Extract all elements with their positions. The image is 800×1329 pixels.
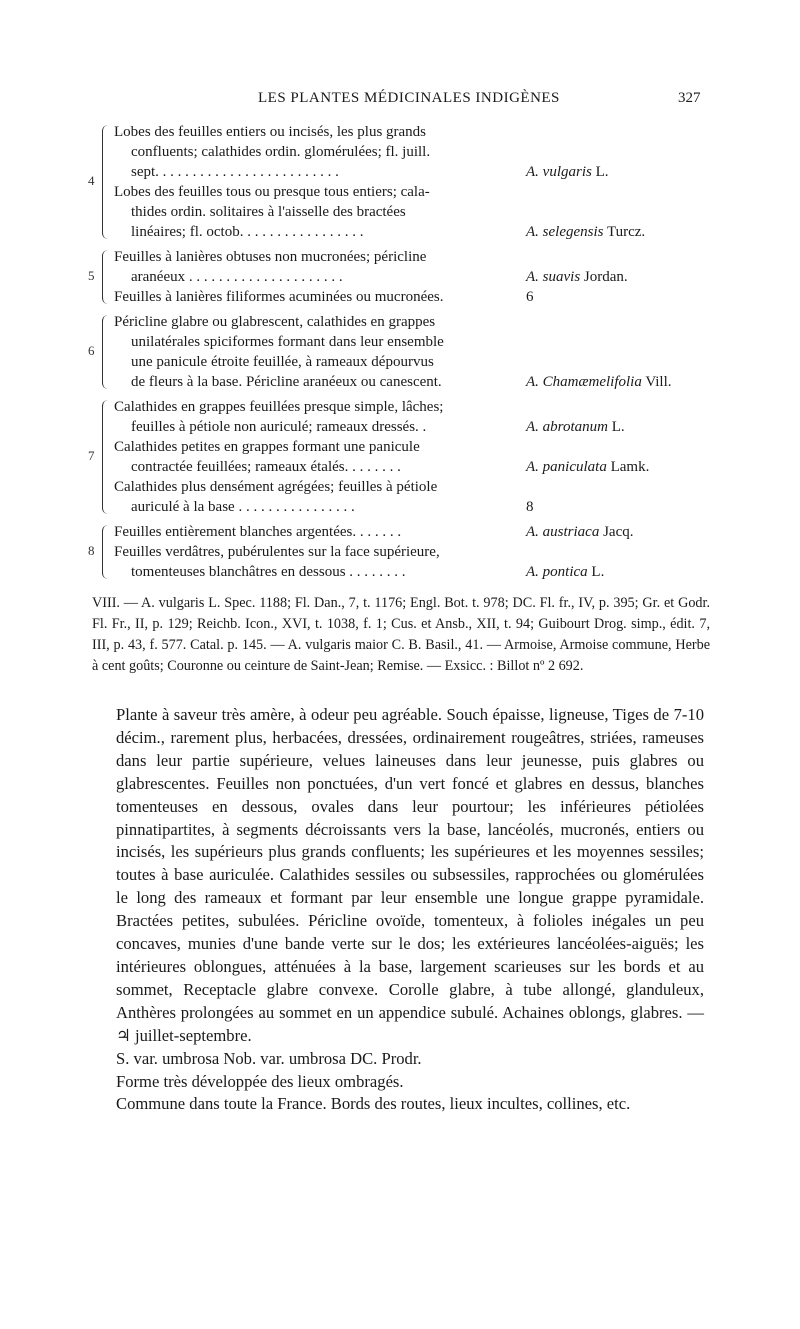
species-name: A. austriaca [526, 524, 600, 540]
variety-note: Forme très développée des lieux ombragés. [116, 1071, 404, 1091]
key-result [526, 162, 609, 182]
key-result [526, 457, 649, 477]
species-name: A. selegensis [526, 224, 604, 240]
key-line-text: de fleurs à la base. Péricline aranéeux ou canescent. [131, 374, 442, 390]
species-author: Turcz. [606, 224, 646, 240]
key-line [84, 312, 724, 332]
running-title: LES PLANTES MÉDICINALES INDIGÈNES [258, 90, 560, 106]
couplet-number: 8 [88, 543, 95, 558]
description-paragraph: Plante à saveur très amère, à odeur peu agréable. Souch épaisse, ligneuse, Tiges de 7-10 décim., rarement plus, herbacées, dressées, ordinairement rougeâtres, striées, rameuses dans leur partie supérieure, velues laineuses dans leur jeunesse, puis glabres ou glabrescentes. Feuilles non ponctuées, d'un vert foncé et glabres en dessus, blanches tomenteuses en dessous, ovales dans leur pourtour; les inférieures pétiolées pinnatipartites, à segments décroissants vers la base, lancéolés, mucronés, entiers ou incisés, les supérieurs plus grands confluents; les supérieures et les moyennes sessiles; toutes à base auriculée. Calathides sessiles ou subsessiles, rapprochées ou glomérulées le long des rameaux et formant par leur ensemble une longue grappe pyramidale. Bractées petites, subulées. Péricline ovoïde, tomenteux, à folioles inégales un peu concaves, munies d'une bande verte sur le dos; les extérieures lancéolées-aiguës; les intérieures oblongues, atténuées à la base, largement scarieuses sur les bords et au sommet, Receptacle glabre convexe. Corolle glabre, à tube allongé, glanduleux, Anthères prolongées au sommet en un appendice subulé. Achaines oblongs, glabres. — ♃ juillet-septembre. [116, 705, 704, 1045]
page-header [0, 90, 800, 110]
key-couplet [84, 122, 724, 242]
key-line [84, 352, 724, 372]
key-line-text: thides ordin. solitaires à l'aisselle des bractées [131, 204, 406, 220]
distribution-paragraph: Commune dans toute la France. Bords des routes, lieux incultes, collines, etc. [116, 1094, 631, 1114]
key-couplet [84, 312, 724, 392]
key-line-text: aranéeux . . . . . . . . . . . . . . . . . . . . . [131, 269, 343, 285]
couplet-number: 5 [88, 268, 95, 283]
key-line-text: Calathides plus densément agrégées; feuilles à pétiole [114, 479, 438, 495]
key-result [526, 287, 534, 307]
key-result [526, 267, 628, 287]
key-line-text: Feuilles à lanières obtuses non mucronées; péricline [114, 249, 427, 265]
species-name: A. Chamæmelifolia [526, 374, 642, 390]
key-line [84, 122, 724, 142]
species-name: A. suavis [526, 269, 581, 285]
key-line-text: auriculé à la base . . . . . . . . . . . . . . . . [131, 499, 355, 515]
key-line-text: Calathides petites en grappes formant une panicule [114, 439, 420, 455]
couplet-number: 4 [88, 173, 95, 188]
key-line-text: Feuilles entièrement blanches argentées. . . . . . . [114, 524, 402, 540]
species-name: A. paniculata [526, 459, 607, 475]
key-result [526, 497, 534, 517]
key-line [84, 477, 724, 497]
key-line [84, 522, 724, 542]
key-line-text: Calathides en grappes feuillées presque simple, lâches; [114, 399, 444, 415]
key-couplet [84, 397, 724, 517]
key-line-text: unilatérales spiciformes formant dans leur ensemble [131, 334, 444, 350]
key-line-text: Péricline glabre ou glabrescent, calathides en grappes [114, 314, 436, 330]
species-name: A. pontica [526, 564, 588, 580]
couplet-number: 6 [88, 343, 95, 358]
key-line [84, 562, 724, 582]
species-author: L. [595, 164, 609, 180]
key-line [84, 182, 724, 202]
key-line-text: contractée feuillées; rameaux étalés. . . . . . . . [131, 459, 401, 475]
key-line [84, 457, 724, 477]
key-line [84, 267, 724, 287]
key-line [84, 202, 724, 222]
couplet-number: 7 [88, 448, 95, 463]
key-result [526, 222, 645, 242]
couplet-reference: 6 [526, 289, 534, 305]
species-author: L. [611, 419, 625, 435]
key-line-text: confluents; calathides ordin. glomérulées; fl. juill. [131, 144, 431, 160]
key-couplet [84, 247, 724, 307]
synonymy-text: VIII. — A. vulgaris L. Spec. 1188; Fl. Dan., 7, t. 1176; Engl. Bot. t. 978; DC. Fl. fr., IV, p. 395; Gr. et Godr. Fl. Fr., II, p. 129; Reichb. Icon., XVI, t. 1038, f. 1; Cus. et Ansb., XII, t. 94; Guibourt Drog. simp., édit. 7, III, p. 43, f. 577. Catal. p. 145. — A. vulgaris maior C. B. Basil., 41. — Armoise, Armoise commune, Herbe à cent goûts; Couronne ou ceinture de Saint-Jean; Remise. — Exsicc. : Billot nº 2 692. [92, 595, 710, 674]
key-line [84, 397, 724, 417]
key-result [526, 562, 604, 582]
key-couplet [84, 522, 724, 582]
key-line [84, 332, 724, 352]
species-author: Lamk. [610, 459, 650, 475]
key-line-text: Lobes des feuilles tous ou presque tous entiers; cala- [114, 184, 430, 200]
key-result [526, 522, 634, 542]
key-line [84, 142, 724, 162]
key-line [84, 287, 724, 307]
key-line-text: Feuilles à lanières filiformes acuminées ou mucronées. [114, 289, 444, 305]
key-line [84, 417, 724, 437]
key-line-text: une panicule étroite feuillée, à rameaux dépourvus [131, 354, 434, 370]
page-number: 327 [678, 90, 701, 106]
key-line [84, 162, 724, 182]
key-line-text: linéaires; fl. octob. . . . . . . . . . . . . . . . . [131, 224, 364, 240]
species-name: A. abrotanum [526, 419, 608, 435]
synonymy-paragraph [92, 593, 710, 677]
species-description [116, 704, 704, 1116]
variety-line: S. var. umbrosa Nob. var. umbrosa DC. Prodr. [116, 1048, 422, 1068]
species-author: Jacq. [603, 524, 634, 540]
species-name: A. vulgaris [526, 164, 592, 180]
key-line-text: Feuilles verdâtres, pubérulentes sur la face supérieure, [114, 544, 440, 560]
key-line-text: tomenteuses blanchâtres en dessous . . . . . . . . [131, 564, 406, 580]
key-result [526, 417, 625, 437]
key-line [84, 542, 724, 562]
key-line-text: Lobes des feuilles entiers ou incisés, les plus grands [114, 124, 427, 140]
species-author: Vill. [645, 374, 672, 390]
identification-key [84, 122, 724, 587]
key-line-text: feuilles à pétiole non auriculé; rameaux dressés. . [131, 419, 427, 435]
key-line [84, 222, 724, 242]
species-author: L. [591, 564, 605, 580]
key-line [84, 372, 724, 392]
key-line [84, 247, 724, 267]
couplet-reference: 8 [526, 499, 534, 515]
key-line [84, 437, 724, 457]
key-result [526, 372, 672, 392]
species-author: Jordan. [583, 269, 628, 285]
key-line [84, 497, 724, 517]
key-line-text: sept. . . . . . . . . . . . . . . . . . . . . . . . . [131, 164, 339, 180]
